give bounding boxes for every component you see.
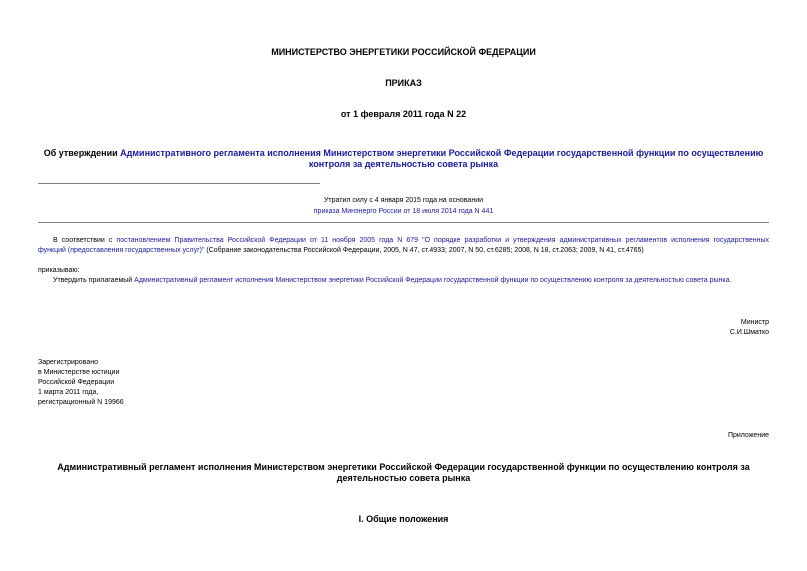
preamble-link-part2[interactable]: функций (предоставления государственных услуг)" [38,247,205,254]
signature-name: С.И.Шматко [729,329,769,336]
registration-line: Российской Федерации [38,379,115,386]
subject-link-line2[interactable]: контроля за деятельностью совета рынка [308,159,499,169]
signature-position: Министр [740,319,769,326]
approve-paragraph [53,276,773,286]
preamble-suffix: (Собрание законодательства Российской Федерации, 2005, N 47, ст.4933; 2007, N 50, ст.6285; 2008, N 18, ст.2063; 2009, N 41, ст.4765) [204,247,644,254]
status-note-link[interactable]: приказа Минэнерго России от 18 июля 2014 года N 441 [313,208,494,215]
preamble-paragraph [38,236,769,256]
status-note [0,196,807,217]
document-subject [0,148,807,170]
approve-link[interactable]: Административный регламент исполнения Министерством энергетики Российской Федерации государственной функции по осуществлению контроля за деятельностью совета рынка [134,277,730,284]
doc-type-heading: ПРИКАЗ [385,78,422,88]
registration-block [38,358,124,408]
registration-line: Зарегистрировано [38,359,98,366]
registration-line: регистрационный N 19966 [38,399,124,406]
section-title: I. Общие положения [358,514,449,524]
ministry-heading: МИНИСТЕРСТВО ЭНЕРГЕТИКИ РОССИЙСКОЙ ФЕДЕРАЦИИ [271,47,536,57]
appendix-label: Приложение [727,432,769,439]
reglament-title-line2: деятельностью совета рынка [336,473,471,483]
registration-line: 1 марта 2011 года, [38,389,99,396]
preamble-link-part1[interactable]: постановлением Правительства Российской Федерации от 11 ноября 2005 года N 679 "О порядке разработки и утверждения административных регламентов исполнения государственных [116,237,769,244]
status-note-text: Утратил силу с 4 января 2015 года на основании [323,197,484,204]
subject-prefix: Об утверждении [43,148,121,158]
registration-line: в Министерстве юстиции [38,369,120,376]
reglament-title-line1: Административный регламент исполнения Министерством энергетики Российской Федерации государственной функции по осуществлению контроля за [57,462,750,472]
signature-block [730,318,769,338]
divider-short [38,183,320,184]
order-word: приказываю: [38,267,80,274]
preamble-prefix: В соответствии с [53,237,117,244]
reglament-title [0,462,807,484]
approve-prefix: Утвердить прилагаемый [53,277,135,284]
approve-suffix: . [729,277,732,284]
divider-long [38,222,769,223]
doc-date: от 1 февраля 2011 года N 22 [340,109,467,119]
subject-link-line1[interactable]: Административного регламента исполнения Министерством энергетики Российской Федерации государственной функции по осуществлению [120,148,764,158]
